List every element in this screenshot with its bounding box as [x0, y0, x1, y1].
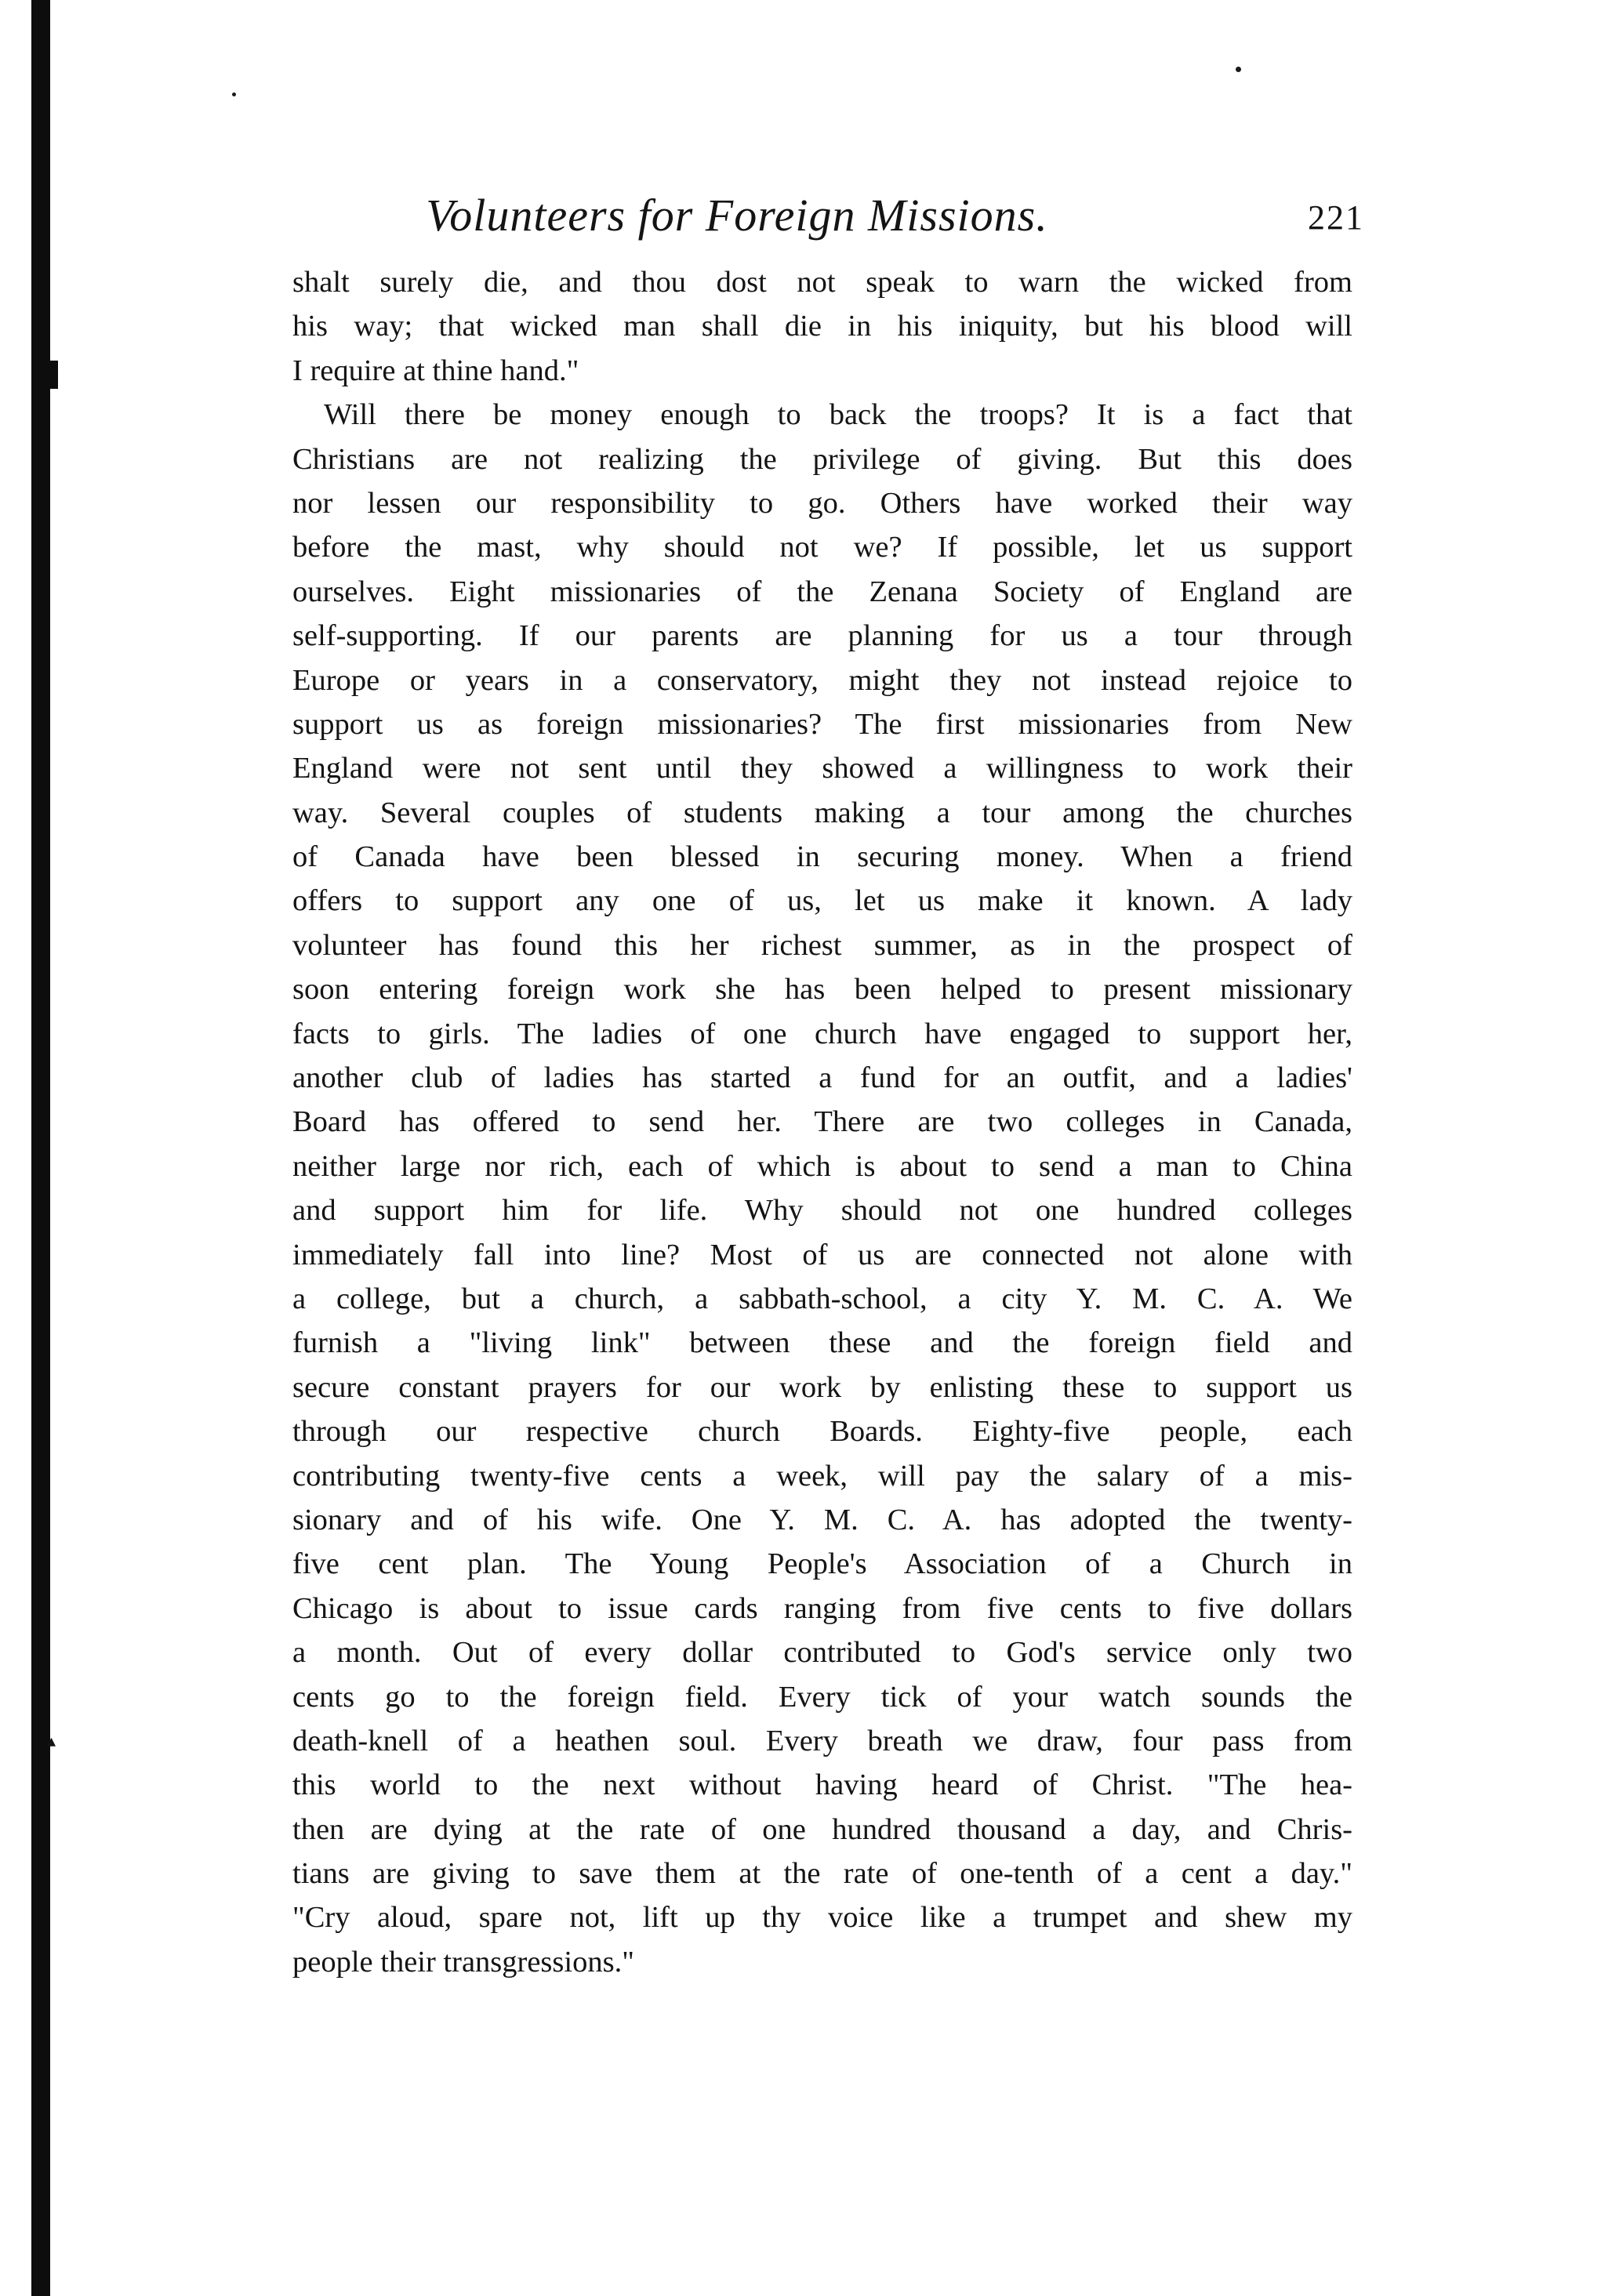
text-line: volunteer has found this her richest summer, as in the prospect of: [292, 928, 1352, 962]
text-line: furnish a "living link" between these and the foreign field and: [292, 1326, 1352, 1360]
text-line: support us as foreign missionaries? The first missionaries from New: [292, 707, 1352, 741]
text-line: nor lessen our responsibility to go. Others have worked their way: [292, 486, 1352, 520]
text-line: offers to support any one of us, let us make it known. A lady: [292, 884, 1352, 918]
book-spine-shadow: [31, 0, 50, 2296]
text-line: death-knell of a heathen soul. Every breath we draw, four pass from: [292, 1724, 1352, 1757]
text-line: of Canada have been blessed in securing money. When a friend: [292, 840, 1352, 874]
text-line: Will there be money enough to back the troops? It is a fact that: [324, 398, 1352, 432]
text-line: through our respective church Boards. Eighty-five people, each: [292, 1415, 1352, 1449]
margin-mark: ▴: [47, 1731, 56, 1750]
text-line: way. Several couples of students making a tour among the churches: [292, 796, 1352, 829]
text-line: this world to the next without having heard of Christ. "The hea-: [292, 1768, 1352, 1802]
text-line: immediately fall into line? Most of us are connected not alone with: [292, 1238, 1352, 1271]
text-line: people their transgressions.": [292, 1945, 634, 1979]
text-line: then are dying at the rate of one hundred thousand a day, and Chris-: [292, 1812, 1352, 1846]
text-line: I require at thine hand.": [292, 354, 579, 387]
text-line: his way; that wicked man shall die in his iniquity, but his blood will: [292, 310, 1352, 343]
ink-speck: [1236, 67, 1241, 72]
text-line: Europe or years in a conservatory, might they not instead rejoice to: [292, 663, 1352, 697]
text-line: Christians are not realizing the privilege of giving. But this does: [292, 442, 1352, 476]
spine-notch: [50, 361, 58, 389]
text-line: England were not sent until they showed a willingness to work their: [292, 752, 1352, 785]
running-head: [282, 188, 1364, 243]
body-text: [292, 260, 1352, 1984]
text-line: a month. Out of every dollar contributed to God's service only two: [292, 1636, 1352, 1670]
ink-speck: [232, 92, 236, 96]
text-line: Board has offered to send her. There are two colleges in Canada,: [292, 1105, 1352, 1139]
text-line: "Cry aloud, spare not, lift up thy voice like a trumpet and shew my: [292, 1901, 1352, 1935]
text-line: shalt surely die, and thou dost not speak to warn the wicked from: [292, 266, 1352, 299]
text-line: another club of ladies has started a fund for an outfit, and a ladies': [292, 1061, 1352, 1095]
text-line: before the mast, why should not we? If possible, let us support: [292, 531, 1352, 564]
text-line: and support him for life. Why should not one hundred colleges: [292, 1194, 1352, 1228]
text-line: facts to girls. The ladies of one church have engaged to support her,: [292, 1017, 1352, 1050]
text-line: Chicago is about to issue cards ranging from five cents to five dollars: [292, 1591, 1352, 1625]
page-number: 221: [1308, 198, 1364, 237]
text-line: neither large nor rich, each of which is about to send a man to China: [292, 1149, 1352, 1183]
text-line: cents go to the foreign field. Every tick of your watch sounds the: [292, 1680, 1352, 1714]
text-line: self-supporting. If our parents are planning for us a tour through: [292, 619, 1352, 653]
running-title: Volunteers for Foreign Missions.: [426, 190, 1048, 241]
text-line: five cent plan. The Young People's Association of a Church in: [292, 1547, 1352, 1581]
text-line: contributing twenty-five cents a week, will pay the salary of a mis-: [292, 1459, 1352, 1493]
text-line: secure constant prayers for our work by enlisting these to support us: [292, 1370, 1352, 1404]
text-line: ourselves. Eight missionaries of the Zenana Society of England are: [292, 575, 1352, 608]
text-line: soon entering foreign work she has been helped to present missionary: [292, 973, 1352, 1007]
text-line: tians are giving to save them at the rate of one-tenth of a cent a day.": [292, 1857, 1352, 1891]
text-line: sionary and of his wife. One Y. M. C. A. has adopted the twenty-: [292, 1503, 1352, 1536]
text-line: a college, but a church, a sabbath-school, a city Y. M. C. A. We: [292, 1282, 1352, 1315]
